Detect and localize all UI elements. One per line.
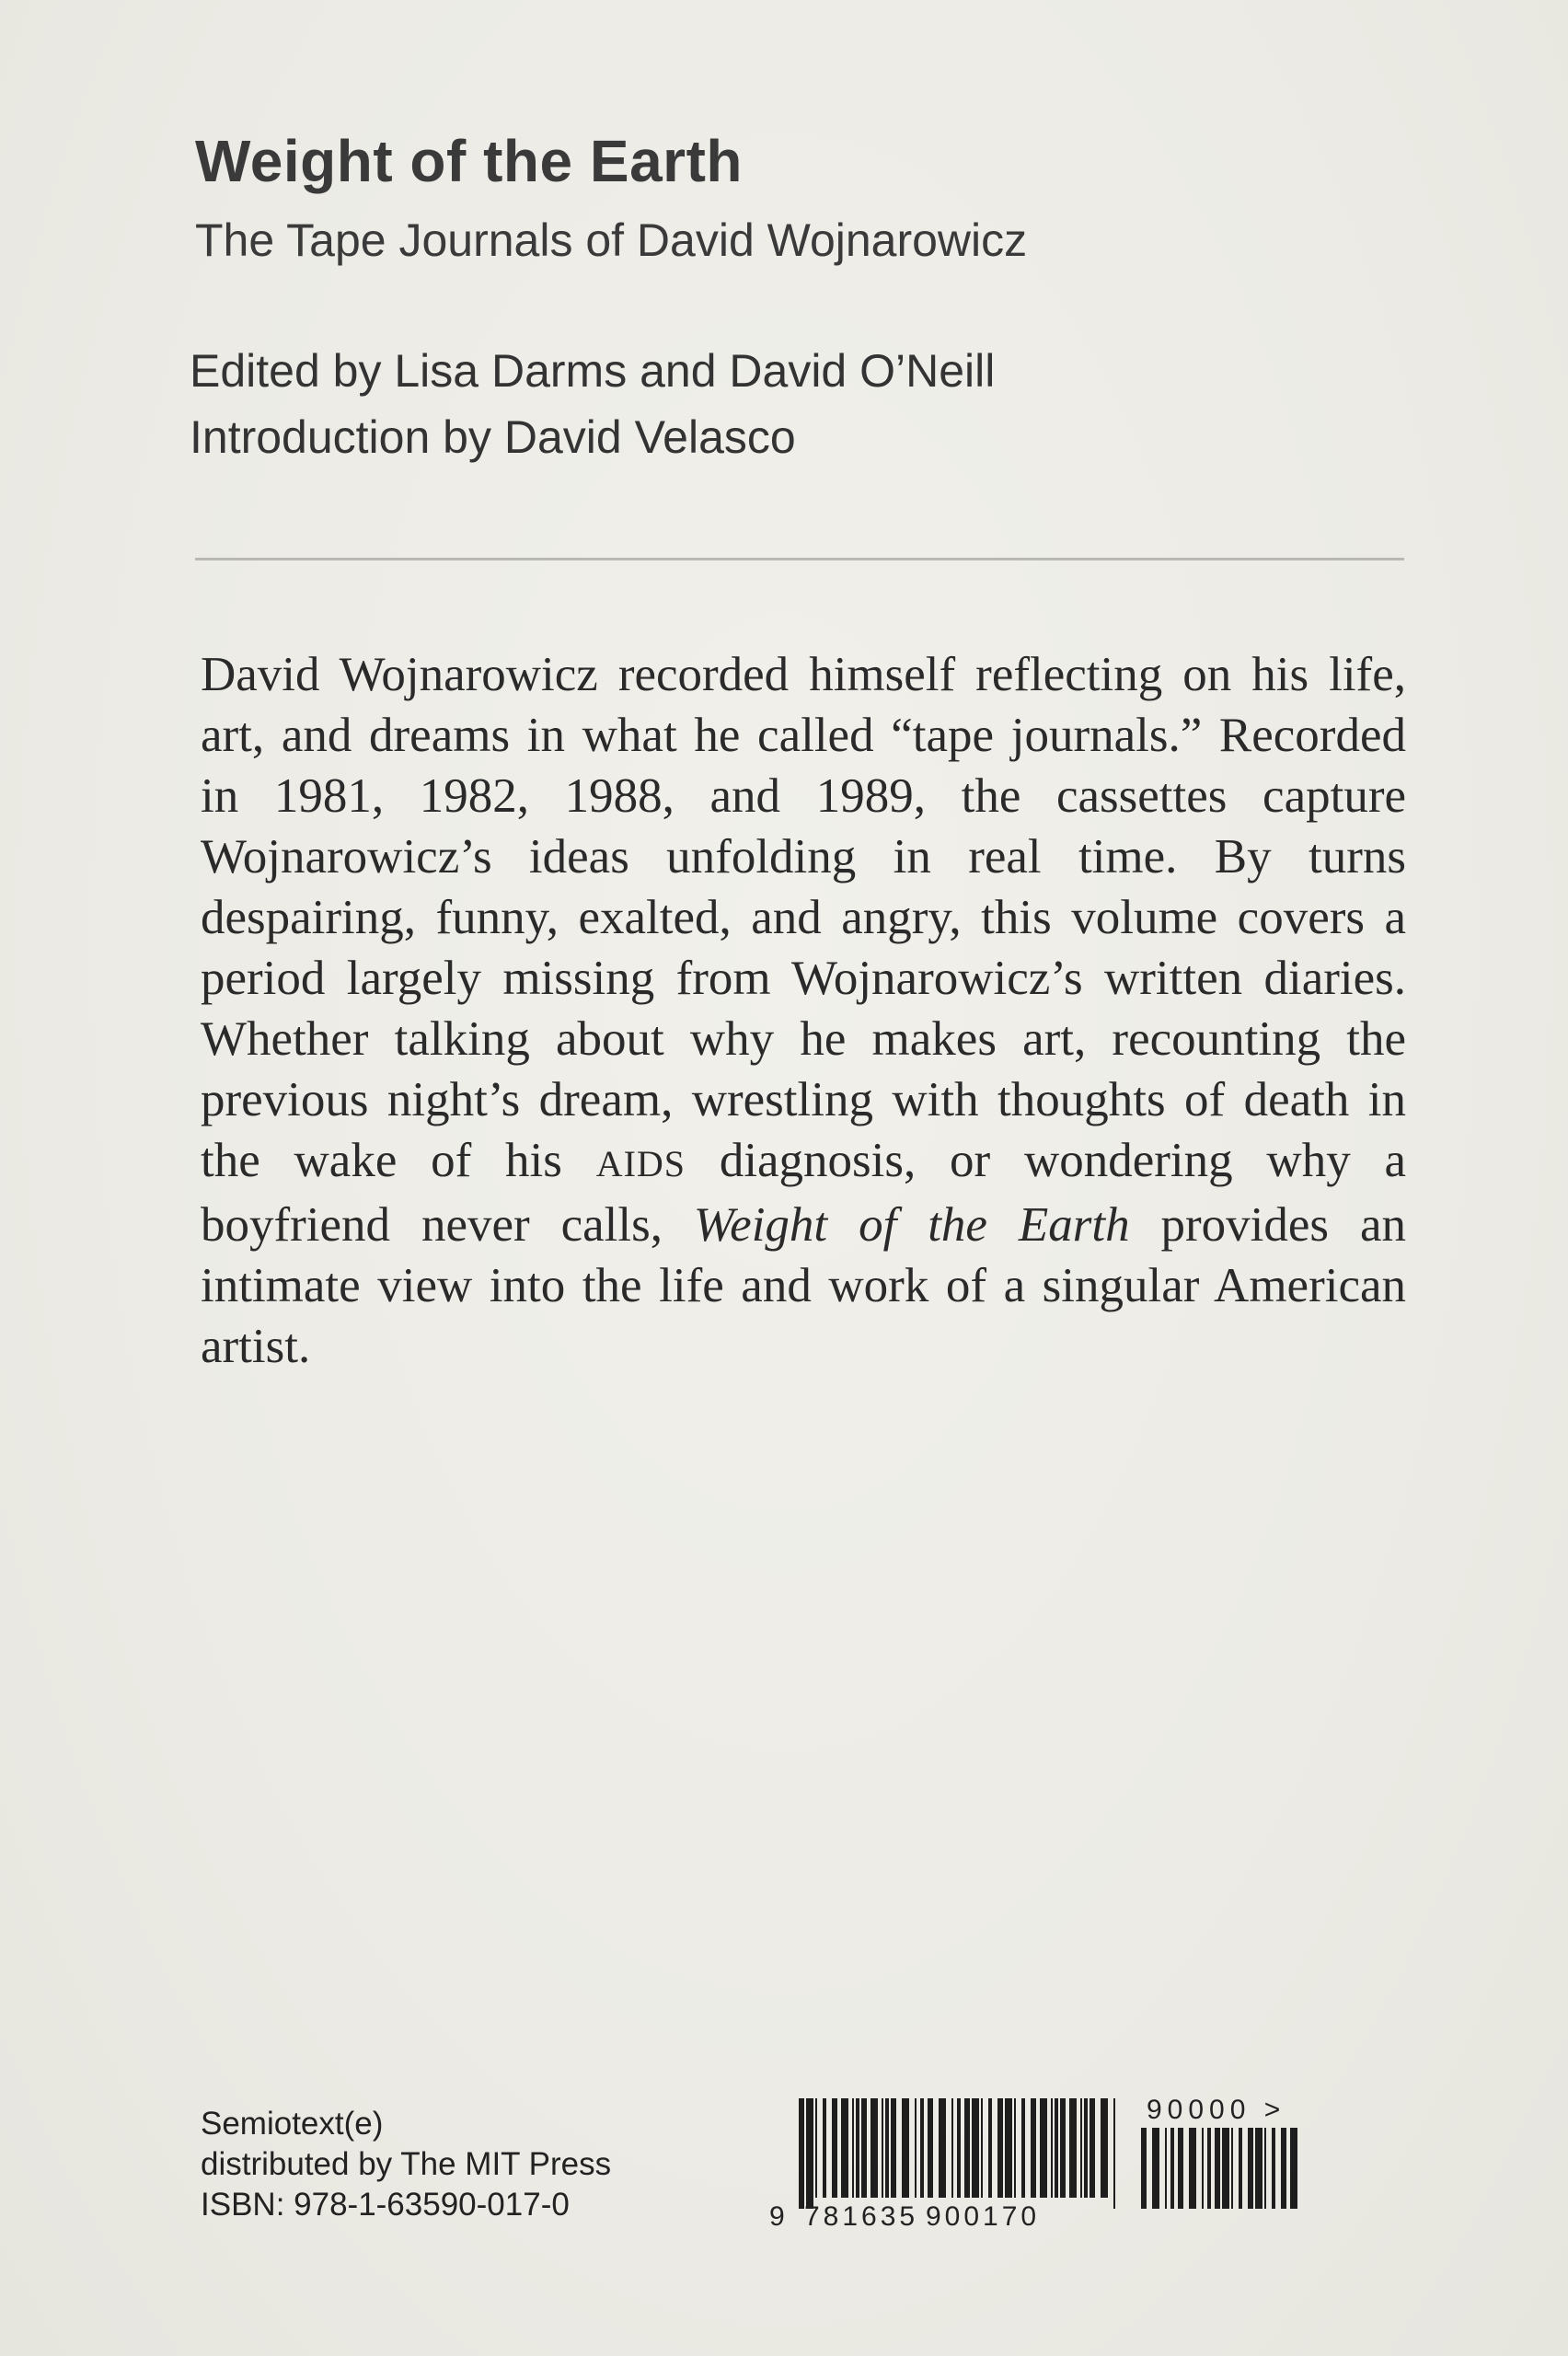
barcode-bar bbox=[1248, 2128, 1253, 2209]
description-paragraph bbox=[201, 644, 1406, 1377]
barcode-bar bbox=[1239, 2128, 1242, 2209]
barcode-bar bbox=[1272, 2128, 1275, 2209]
addon-barcode-bars bbox=[1141, 2128, 1297, 2209]
barcode-bar bbox=[1178, 2128, 1183, 2209]
barcode-bar bbox=[1080, 2098, 1082, 2198]
barcode-bar bbox=[1222, 2128, 1229, 2209]
book-title-inline: Weight of the Earth bbox=[693, 1198, 1130, 1252]
barcode-bar bbox=[1040, 2098, 1047, 2198]
book-title: Weight of the Earth bbox=[195, 128, 743, 194]
distributor-line: distributed by The MIT Press bbox=[201, 2146, 612, 2182]
barcode-bar bbox=[870, 2098, 878, 2198]
barcode-bar bbox=[856, 2098, 859, 2198]
barcode-bar bbox=[861, 2098, 867, 2198]
barcode-bar bbox=[1055, 2098, 1058, 2198]
barcode-bar bbox=[1165, 2128, 1167, 2209]
barcode-bar bbox=[1014, 2098, 1016, 2198]
barcode-addon-digits: 90000 > bbox=[1147, 2095, 1286, 2125]
barcode-lead-digit: 9 bbox=[769, 2201, 785, 2229]
barcode-bar bbox=[1069, 2098, 1077, 2198]
barcode-bar bbox=[902, 2098, 909, 2198]
barcode-bar bbox=[1031, 2098, 1036, 2198]
book-subtitle: The Tape Journals of David Wojnarowicz bbox=[195, 214, 1028, 266]
barcode-bar bbox=[915, 2098, 917, 2198]
barcode-bar bbox=[957, 2098, 961, 2198]
barcode-bar bbox=[882, 2098, 883, 2198]
barcode-bar bbox=[1215, 2128, 1220, 2209]
isbn-line: ISBN: 978-1-63590-017-0 bbox=[201, 2187, 570, 2223]
barcode-bar bbox=[823, 2098, 826, 2198]
barcode-bar bbox=[1005, 2098, 1012, 2198]
barcode-bar bbox=[972, 2098, 979, 2198]
barcode-bar bbox=[1141, 2128, 1147, 2209]
barcode-bar bbox=[951, 2098, 953, 2198]
publisher-name: Semiotext(e) bbox=[201, 2106, 384, 2142]
description-text-2: diagnosis, or wondering why a boyfriend never calls, bbox=[201, 1134, 1407, 1252]
barcode-bar bbox=[920, 2098, 924, 2198]
barcode-bar bbox=[806, 2098, 813, 2209]
barcode-bar bbox=[988, 2098, 992, 2198]
description-text-1: David Wojnarowicz recorded himself reflecting on his life, art, and dreams in what he called “tape journals.” Recorded in 1981, 1982, 1988, and 1989, the cassettes capture Wojnarowicz’s ideas unfolding in real time. By turns despairing, funny, exalted, and angry, this volume covers a period largely missing from Wojnarowicz’s written diaries. Whether talking about why he makes art, recounting the previous night’s dream, wrestling with thoughts of death in the wake of his bbox=[201, 648, 1406, 1187]
barcode-bar bbox=[1152, 2128, 1159, 2209]
barcode-bar bbox=[997, 2098, 1003, 2198]
barcode-bar bbox=[885, 2098, 889, 2198]
barcode-bar bbox=[815, 2098, 817, 2198]
barcode-bar bbox=[1189, 2128, 1196, 2209]
barcode-bar bbox=[1060, 2098, 1066, 2198]
introduction-credit: Introduction by David Velasco bbox=[190, 411, 796, 463]
barcode-bar bbox=[1207, 2128, 1211, 2209]
barcode-bar bbox=[852, 2098, 854, 2198]
isbn-barcode bbox=[764, 2095, 1334, 2229]
barcode-bar bbox=[1021, 2098, 1025, 2198]
divider bbox=[195, 558, 1404, 560]
barcode-bar bbox=[1101, 2098, 1108, 2198]
editors-credit: Edited by Lisa Darms and David O’Neill bbox=[190, 345, 996, 397]
barcode-bar bbox=[1113, 2098, 1115, 2209]
barcode-bar bbox=[981, 2098, 983, 2198]
barcode-bar bbox=[799, 2098, 804, 2209]
barcode-digits-right: 900170 bbox=[926, 2201, 1041, 2229]
barcode-bar bbox=[928, 2098, 933, 2198]
barcode-bar bbox=[1051, 2098, 1053, 2198]
barcode-bar bbox=[841, 2098, 848, 2198]
barcode-bar bbox=[1231, 2128, 1233, 2209]
barcode-bar bbox=[1281, 2128, 1286, 2209]
barcode-bar bbox=[891, 2098, 896, 2198]
barcode-bar bbox=[1202, 2128, 1204, 2209]
barcode-bar bbox=[1090, 2098, 1095, 2198]
barcode-bar bbox=[964, 2098, 970, 2198]
publisher-info bbox=[201, 2104, 611, 2225]
description-text-3: provides an intimate view into the life and work of a singular American artist. bbox=[201, 1198, 1406, 1373]
barcode-bar bbox=[939, 2098, 946, 2198]
barcode-bar bbox=[832, 2098, 837, 2198]
barcode-bar bbox=[1290, 2128, 1297, 2209]
barcode-bars bbox=[799, 2098, 1115, 2209]
barcode-bar bbox=[1170, 2128, 1174, 2209]
barcode-digits-left: 781635 bbox=[804, 2201, 919, 2229]
barcode-bar bbox=[1255, 2128, 1262, 2209]
barcode-bar bbox=[1084, 2098, 1088, 2198]
aids-abbreviation: AIDS bbox=[595, 1143, 686, 1184]
barcode-bar bbox=[1264, 2128, 1266, 2209]
